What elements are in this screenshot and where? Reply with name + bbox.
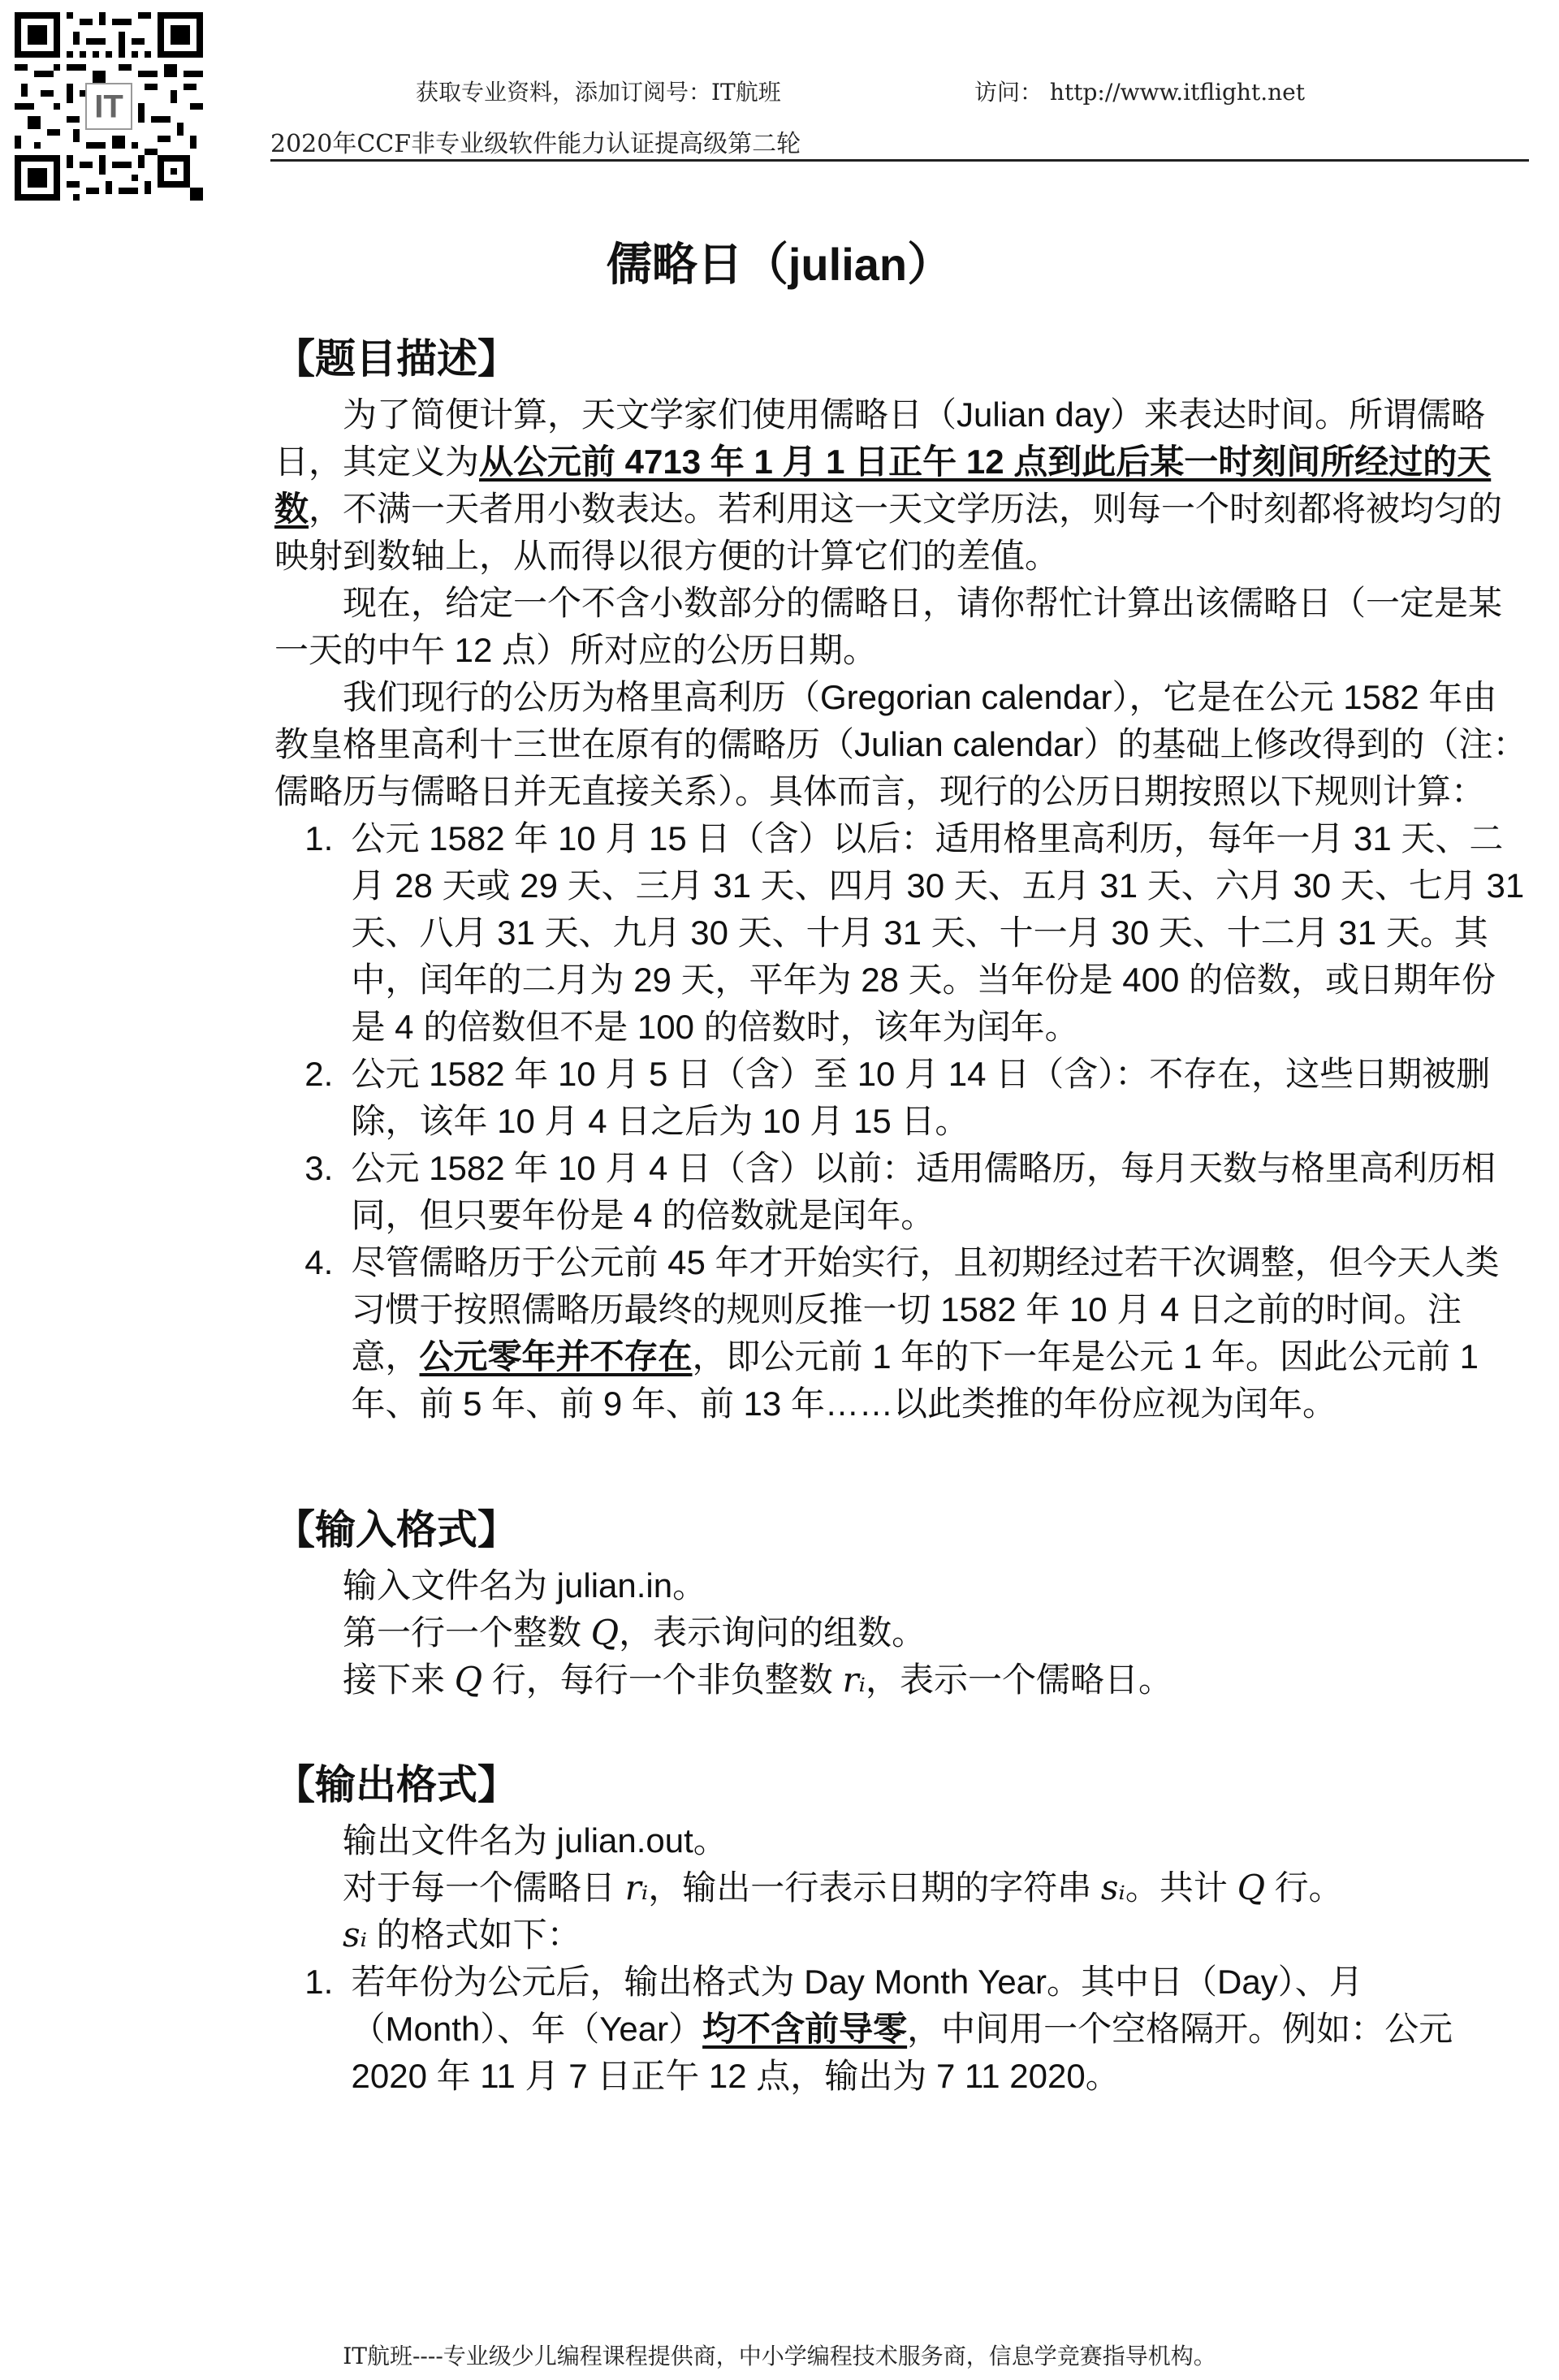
output-format-list	[274, 1959, 1529, 2100]
description-paragraph-1	[274, 391, 1529, 580]
description-paragraph-3: 我们现行的公历为格里高利历（Gregorian calendar），它是在公元 1582 年由教皇格里高利十三世在原有的儒略历（Julian calendar）的基础上修改得到的（注：儒略历与儒略日并无直接关系）。具体而言，现行的公历日期按照以下规则计算：	[274, 678, 1527, 810]
no-leading-zero-note: 均不含前导零	[702, 2010, 908, 2048]
document-body	[274, 326, 1529, 2100]
var-s-i: sᵢ	[1100, 1868, 1125, 1907]
header-promo-line	[416, 75, 1559, 107]
output-text: ，输出一行表示日期的字符串	[648, 1868, 1101, 1907]
svg-text:IT: IT	[94, 89, 123, 125]
input-line-3	[274, 1656, 1529, 1704]
input-text: 第一行一个整数	[343, 1613, 591, 1652]
format-text: 若年份为公元后，输出格式为 Day Month Year。其中日（Day）、月（Month）、年（Year）	[351, 1963, 1363, 2048]
section-heading-description: 【题目描述】	[274, 336, 518, 382]
qr-code	[15, 12, 203, 201]
output-text: 。共计	[1125, 1868, 1237, 1907]
input-line-2	[274, 1609, 1529, 1656]
rule-text: ，即公元前 1 年的下一年是公元 1 年。因此公元前 1 年、前 5 年、前 9 年、前 13 年……以此类推的年份应视为闰年。	[351, 1337, 1479, 1423]
output-text: 对于每一个儒略日	[343, 1868, 625, 1907]
input-text: 接下来	[343, 1661, 455, 1699]
var-r-i: rᵢ	[624, 1868, 649, 1907]
desc-text: 为了简便计算，天文学家们使用儒略日（Julian day）来表达时间。所谓儒略日，其定义为	[274, 395, 1486, 481]
page-title: 儒略日（julian）	[606, 239, 953, 290]
var-q: Q	[1237, 1868, 1265, 1907]
header-subtitle: 2020年CCF非专业级软件能力认证提高级第二轮	[270, 130, 801, 158]
format-text: ，中间用一个空格隔开。例如：公元 2020 年 11 月 7 日正午 12 点，输出为 7 11 2020。	[351, 2010, 1453, 2095]
calendar-rules-list	[274, 815, 1529, 1428]
rule-item-4	[343, 1239, 1529, 1428]
visit-url-link[interactable]: http://www.itflight.net	[1049, 79, 1305, 106]
rule-item-2: 2. 公元 1582 年 10 月 5 日（含）至 10 月 14 日（含）：不存在，这些日期被删除，该年 10 月 4 日之后为 10 月 15 日。	[343, 1051, 1529, 1145]
page-footer: IT航班----专业级少儿编程课程提供商，中小学编程技术服务商，信息学竞赛指导机构。	[343, 2343, 1216, 2369]
visit-label: 访问：	[974, 79, 1043, 106]
julian-day-definition: 从公元前 4713 年 1 月 1 日正午 12 点到此后某一时刻间所经过的天数	[274, 443, 1492, 528]
header-visit	[974, 75, 1305, 107]
output-line-1: 输出文件名为 julian.out。	[343, 1821, 728, 1860]
header-divider	[270, 159, 1529, 162]
output-text: 的格式如下：	[367, 1916, 581, 1954]
output-format-item-1	[343, 1959, 1529, 2100]
var-q: Q	[454, 1660, 483, 1700]
rule-text: 尽管儒略历于公元前 45 年才开始实行，且初期经过若干次调整，但今天人类习惯于按照儒略历最终的规则反推一切 1582 年 10 月 4 日之前的时间。注意，	[351, 1243, 1500, 1376]
output-text: 行。	[1265, 1868, 1343, 1907]
description-paragraph-2: 现在，给定一个不含小数部分的儒略日，请你帮忙计算出该儒略日（一定是某一天的中午 12 点）所对应的公历日期。	[274, 584, 1503, 669]
input-text: 行，每行一个非负整数	[482, 1661, 843, 1699]
input-text: ，表示询问的组数。	[619, 1613, 926, 1652]
no-year-zero-note: 公元零年并不存在	[419, 1337, 693, 1376]
var-s-i: sᵢ	[343, 1915, 368, 1955]
section-heading-input: 【输入格式】	[274, 1507, 518, 1553]
desc-text: ，不满一天者用小数表达。若利用这一天文学历法，则每一个时刻都将被均匀的映射到数轴上，从而得以很方便的计算它们的差值。	[274, 490, 1503, 575]
input-text: ，表示一个儒略日。	[865, 1661, 1172, 1699]
section-heading-output: 【输出格式】	[274, 1762, 518, 1808]
output-line-3	[274, 1911, 1529, 1959]
output-line-2	[274, 1864, 1529, 1911]
var-q: Q	[590, 1613, 620, 1652]
rule-item-3: 3. 公元 1582 年 10 月 4 日（含）以前：适用儒略历，每月天数与格里高利历相同，但只要年份是 4 的倍数就是闰年。	[343, 1145, 1529, 1239]
var-r-i: rᵢ	[842, 1660, 866, 1700]
input-line-1: 输入文件名为 julian.in。	[343, 1566, 707, 1605]
rule-item-1: 1. 公元 1582 年 10 月 15 日（含）以后：适用格里高利历，每年一月 31 天、二月 28 天或 29 天、三月 31 天、四月 30 天、五月 31 天、六月 30 天、七月 31 天、八月 31 天、九月 30 天、十月 31 天、十一月 30 天、十二月 31 天。其中，闰年的二月为 29 天，平年为 28 天。当年份是 400 的倍数，或日期年份是 4 的倍数但不是 100 的倍数时，该年为闰年。	[343, 815, 1529, 1051]
header-promo: 获取专业资料，添加订阅号：IT航班	[416, 79, 781, 106]
